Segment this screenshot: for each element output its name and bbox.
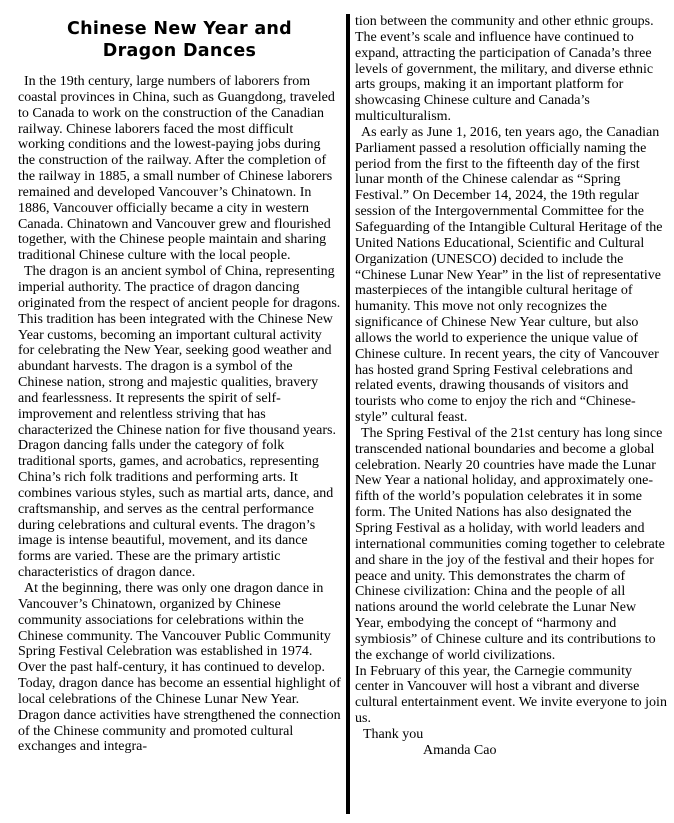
paragraph: The dragon is an ancient symbol of China, representing imperial authority. The practice of dragon dancing originated from the respect of ancient people for dragons. This tradition has been integrated with the Chinese New Year customs, becoming an important cultural activity for celebrating the New Year, seeking good weather and abundant harvests. The dragon is a symbol of the Chinese nation, strong and majestic qualities, bravery and fearlessness. It represents the spirit of self-improvement and relentless striving that has characterized the Chinese nation for five thousand years. Dragon dancing falls under the category of folk traditional sports, games, and acrobatics, representing China’s rich folk traditions and performing arts. It combines various styles, such as martial arts, dance, and craftsmanship, and serves as the central performance during celebrations and cultural events. The dragon’s image is intense beautiful, movement, and its dance forms are varied. These are the primary artistic characteristics of dragon dance. [18, 264, 341, 581]
author-name: Amanda Cao [423, 742, 497, 758]
title-line-1: Chinese New Year and [66, 19, 293, 39]
article-title [18, 18, 341, 62]
left-column [18, 18, 341, 755]
column-divider [346, 14, 350, 814]
paragraph: At the beginning, there was only one dragon dance in Vancouver’s Chinatown, organized by Chinese community associations for celebrations within the Chinese community. The Vancouver Public Community Spring Festival Celebration was established in 1974. Over the past half-century, it has continued to develop. Today, dragon dance has become an essential highlight of local celebrations of the Chinese Lunar New Year. Dragon dance activities have strengthened the connection of the Chinese community and promoted cultural exchanges and integra- [18, 581, 341, 755]
title-line-2: Dragon Dances [102, 41, 257, 61]
right-body [355, 14, 667, 727]
paragraph: The Spring Festival of the 21st century has long since transcended national boundaries and become a global celebration. Nearly 20 countries have made the Lunar New Year a national holiday, and approximately one-fifth of the world’s population celebrates it in some form. The United Nations has also designated the Spring Festival as a holiday, with world leaders and international communities coming together to celebrate and share in the joy of the festival and their hopes for peace and unity. This demonstrates the charm of Chinese civilization: China and the people of all nations around the world celebrate the Lunar New Year, embodying the concept of “harmony and symbiosis” of Chinese culture and its contributions to the exchange of world civilizations. [355, 425, 665, 663]
signature-block [355, 727, 667, 759]
paragraph: In February of this year, the Carnegie community center in Vancouver will host a vibrant and diverse cultural entertainment event. We invite everyone to join us. [355, 663, 667, 727]
paragraph: As early as June 1, 2016, ten years ago, the Canadian Parliament passed a resolution officially naming the period from the first to the fifteenth day of the first lunar month of the Chinese calendar as “Spring Festival.” On December 14, 2024, the 19th regular session of the Intergovernmental Committee for the Safeguarding of the Intangible Cultural Heritage of the United Nations Educational, Scientific and Cultural Organization (UNESCO) decided to include the “Chinese Lunar New Year” in the list of representative masterpieces of the intangible cultural heritage of humanity. This move not only recognizes the significance of Chinese New Year culture, but also allows the world to experience the unique value of Chinese culture. In recent years, the city of Vancouver has hosted grand Spring Festival celebrations and related events, drawing thousands of visitors and tourists who come to enjoy the rich and “Chinese-style” cultural feast. [355, 124, 663, 426]
left-body [18, 74, 341, 755]
right-column [355, 14, 667, 759]
paragraph: tion between the community and other ethnic groups. The event’s scale and influence have continued to expand, attracting the participation of Canada’s three levels of government, the military, and diverse ethnic arts groups, making it an important platform for showcasing Chinese culture and Canada’s multiculturalism. [355, 14, 654, 125]
paragraph: In the 19th century, large numbers of laborers from coastal provinces in China, such as Guangdong, traveled to Canada to work on the construction of the Canadian railway. Chinese laborers faced the most difficult working conditions and the lowest-paying jobs during the construction of the railway. After the completion of the railway in 1885, a small number of Chinese laborers remained and developed Vancouver’s Chinatown. In 1886, Vancouver officially became a city in western Canada. Chinatown and Vancouver grew and flourished together, with the Chinese people maintain and sharing traditional Chinese culture with the local people. [18, 74, 335, 264]
closing-text: Thank you [363, 726, 424, 742]
